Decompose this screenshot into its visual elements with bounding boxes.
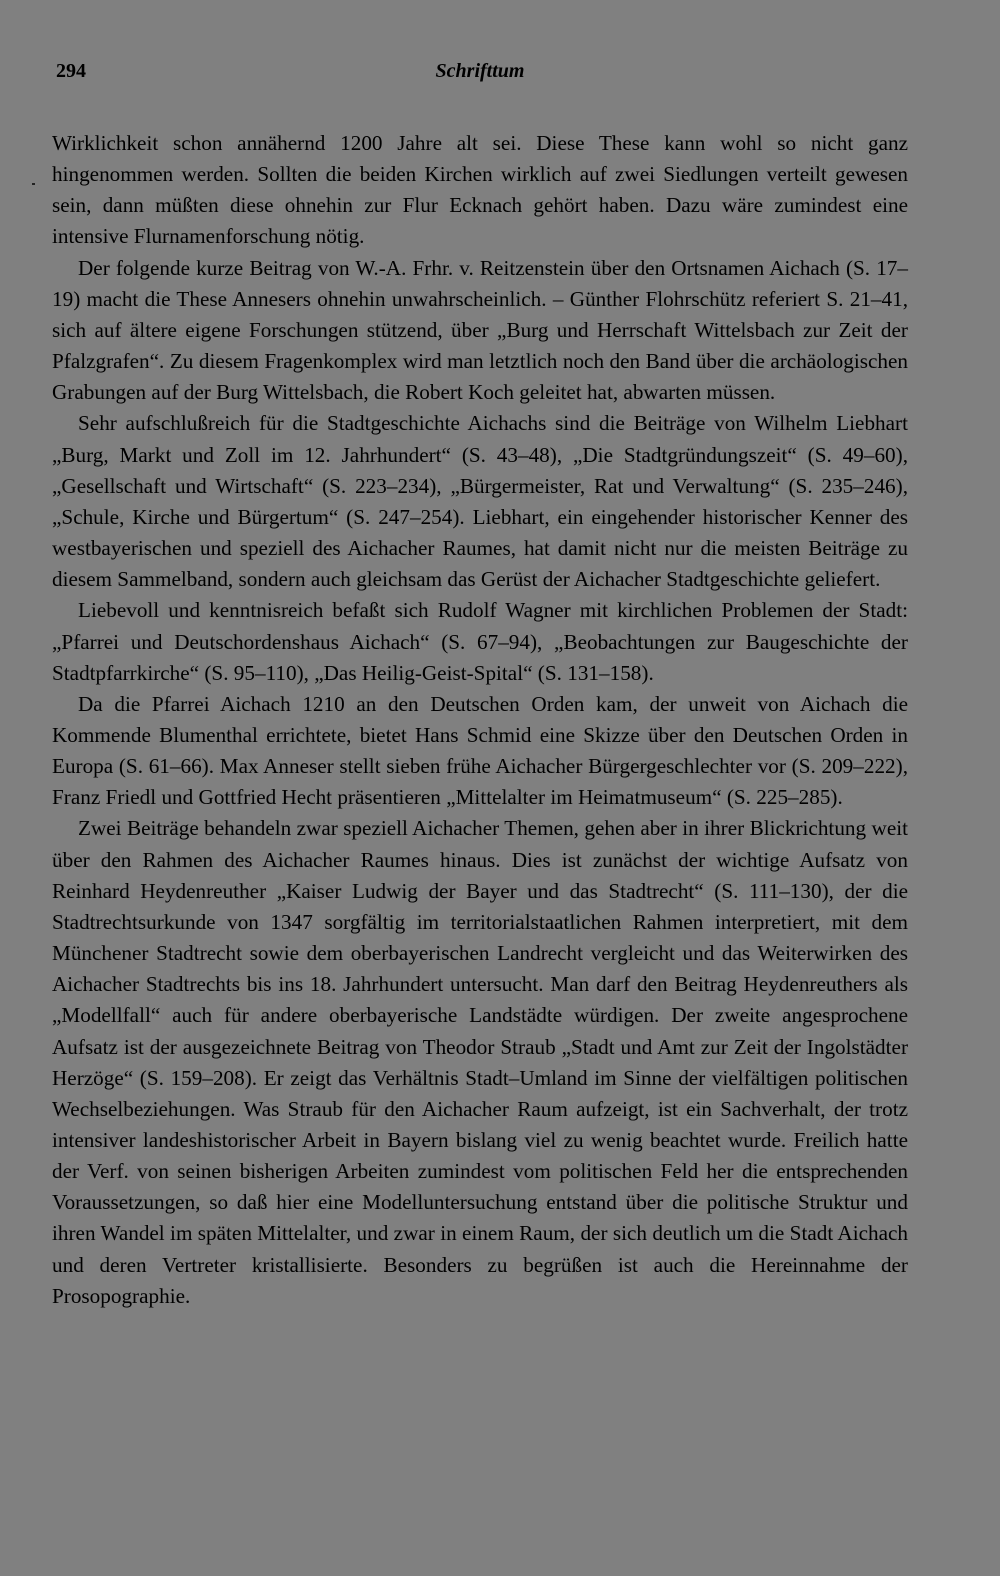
paragraph-2: Der folgende kurze Beitrag von W.-A. Frhr. v. Reitzenstein über den Ortsnamen Aichach (S. 17–19) macht die These Annesers ohnehin unwahrscheinlich. – Günther Flohrschütz referiert S. 21–41, sich auf ältere eigene Forschungen stützend, über „Burg und Herrschaft Wittelsbach zur Zeit der Pfalzgrafen“. Zu diesem Fragenkomplex wird man letztlich noch den Band über die archäologischen Grabungen auf der Burg Wittelsbach, die Robert Koch geleitet hat, abwarten müssen. (52, 255, 908, 405)
page-number: 294 (56, 60, 86, 82)
paragraph-4: Liebevoll und kenntnisreich befaßt sich Rudolf Wagner mit kirchlichen Problemen der Stadt: „Pfarrei und Deutschordenshaus Aichach“ (S. 67–94), „Beobachtungen zur Baugeschichte der Stadtpfarrkirche“ (S. 95–110), „Das Heilig-Geist-Spital“ (S. 131–158). (52, 598, 908, 685)
body-text (52, 128, 908, 1312)
paragraph-6: Zwei Beiträge behandeln zwar speziell Aichacher Themen, gehen aber in ihrer Blickrichtung weit über den Rahmen des Aichacher Raumes hinaus. Dies ist zunächst der wichtige Aufsatz von Reinhard Heydenreuther „Kaiser Ludwig der Bayer und das Stadtrecht“ (S. 111–130), der die Stadtrechtsurkunde von 1347 sorgfältig im territorialstaatlichen Rahmen interpretiert, mit dem Münchener Stadtrecht sowie dem oberbayerischen Landrecht vergleicht und das Weiterwirken des Aichacher Stadtrechts bis ins 18. Jahrhundert untersucht. Man darf den Beitrag Heydenreuthers als „Modellfall“ auch für andere oberbayerische Landstädte würdigen. Der zweite angesprochene Aufsatz ist der ausgezeichnete Beitrag von Theodor Straub „Stadt und Amt zur Zeit der Ingolstädter Herzöge“ (S. 159–208). Er zeigt das Verhältnis Stadt–Umland im Sinne der vielfältigen politischen Wechselbeziehungen. Was Straub für den Aichacher Raum aufzeigt, ist ein Sachverhalt, der trotz intensiver landeshistorischer Arbeit in Bayern bislang viel zu wenig beachtet wurde. Freilich hatte der Verf. von seinen bisherigen Arbeiten zumindest vom politischen Feld her die entsprechenden Voraussetzungen, so daß hier eine Modelluntersuchung entstand über die politische Struktur und ihren Wandel im späten Mittelalter, und zwar in einem Raum, der sich deutlich um die Stadt Aichach und deren Vertreter kristallisierte. Besonders zu begrüßen ist auch die Hereinnahme der Prosopographie. (52, 816, 908, 1308)
paragraph-5: Da die Pfarrei Aichach 1210 an den Deutschen Orden kam, der unweit von Aichach die Kommende Blumenthal errichtete, bietet Hans Schmid eine Skizze über den Deutschen Orden in Europa (S. 61–66). Max Anneser stellt sieben frühe Aichacher Bürgergeschlechter vor (S. 209–222), Franz Friedl und Gottfried Hecht präsentieren „Mittelalter im Heimatmuseum“ (S. 225–285). (52, 691, 908, 810)
paragraph-1: Wirklichkeit schon annähernd 1200 Jahre alt sei. Diese These kann wohl so nicht ganz hingenommen werden. Sollten die beiden Kirchen wirklich auf zwei Siedlungen verteilt gewesen sein, dann müßten diese ohnehin zur Flur Ecknach gehört haben. Dazu wäre zumindest eine intensive Flurnamenforschung nötig. (52, 131, 908, 249)
scan-speck (32, 183, 35, 185)
page-header (52, 58, 908, 92)
paragraph-3: Sehr aufschlußreich für die Stadtgeschichte Aichachs sind die Beiträge von Wilhelm Liebhart „Burg, Markt und Zoll im 12. Jahrhundert“ (S. 43–48), „Die Stadtgründungszeit“ (S. 49–60), „Gesellschaft und Wirtschaft“ (S. 223–234), „Bürgermeister, Rat und Verwaltung“ (S. 235–246), „Schule, Kirche und Bürgertum“ (S. 247–254). Liebhart, ein eingehender historischer Kenner des westbayerischen und speziell des Aichacher Raumes, hat damit nicht nur die meisten Beiträge zu diesem Sammelband, sondern auch gleichsam das Gerüst der Aichacher Stadtgeschichte geliefert. (52, 411, 908, 592)
running-head: Schrifttum (435, 60, 525, 82)
